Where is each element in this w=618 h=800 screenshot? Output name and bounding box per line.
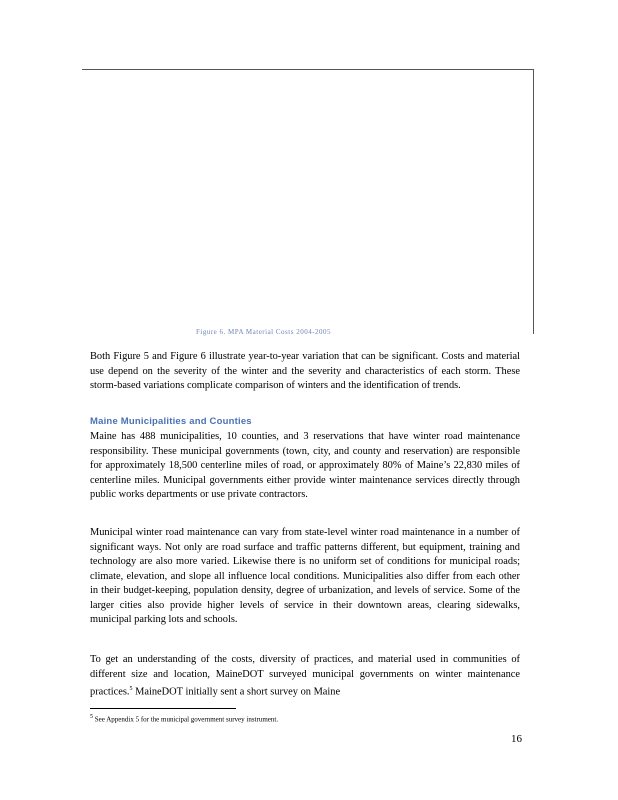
footnote-divider <box>90 708 236 709</box>
footnote-text: See Appendix 5 for the municipal government survey instrument. <box>94 715 279 724</box>
paragraph-maine-municipalities: Maine has 488 municipalities, 10 counties, and 3 reservations that have winter road maintenance responsibility. These municipal governments (town, city, and county and reservation) are responsible for approximately 18,500 centerline miles of road, or approximately 80% of Maine’s 22,830 miles of centerline miles. Municipal governments either provide winter maintenance services directly through public works departments or use private contractors. <box>90 431 520 500</box>
figure-frame-right <box>533 69 534 334</box>
paragraph-survey-text-continued: MaineDOT initially sent a short survey on Maine <box>132 686 341 698</box>
footnote <box>90 713 490 724</box>
page-number: 16 <box>511 733 522 745</box>
paragraph-survey <box>90 653 520 700</box>
paragraph-figure-variation: Both Figure 5 and Figure 6 illustrate year-to-year variation that can be significant. Costs and material use depend on the severity of the winter and the severity and characteristics of each storm. These storm-based variations complicate comparison of winters and the identification of trends. <box>90 351 520 391</box>
section-heading: Maine Municipalities and Counties <box>90 416 252 427</box>
figure-caption: Figure 6. MPA Material Costs 2004-2005 <box>196 328 332 336</box>
figure-frame-top <box>82 69 534 70</box>
paragraph-municipal-maintenance: Municipal winter road maintenance can vary from state-level winter road maintenance in a number of significant ways. Not only are road surface and traffic patterns different, but equipment, training and technology are also more varied. Likewise there is no uniform set of conditions for municipal roads; climate, elevation, and slope all influence local conditions. Municipalities also differ from each other in their budget-keeping, population density, degree of urbanization, and levels of service. Some of the larger cities also provide higher levels of service in their downtown areas, clearing sidewalks, municipal parking lots and schools. <box>90 527 520 625</box>
footnote-reference: 5 <box>129 686 133 692</box>
paragraph-survey-text: To get an understanding of the costs, diversity of practices, and material used in communities of different size and location, MaineDOT surveyed municipal governments on winter maintenance practices. <box>90 654 520 698</box>
footnote-marker: 5 <box>90 714 93 720</box>
